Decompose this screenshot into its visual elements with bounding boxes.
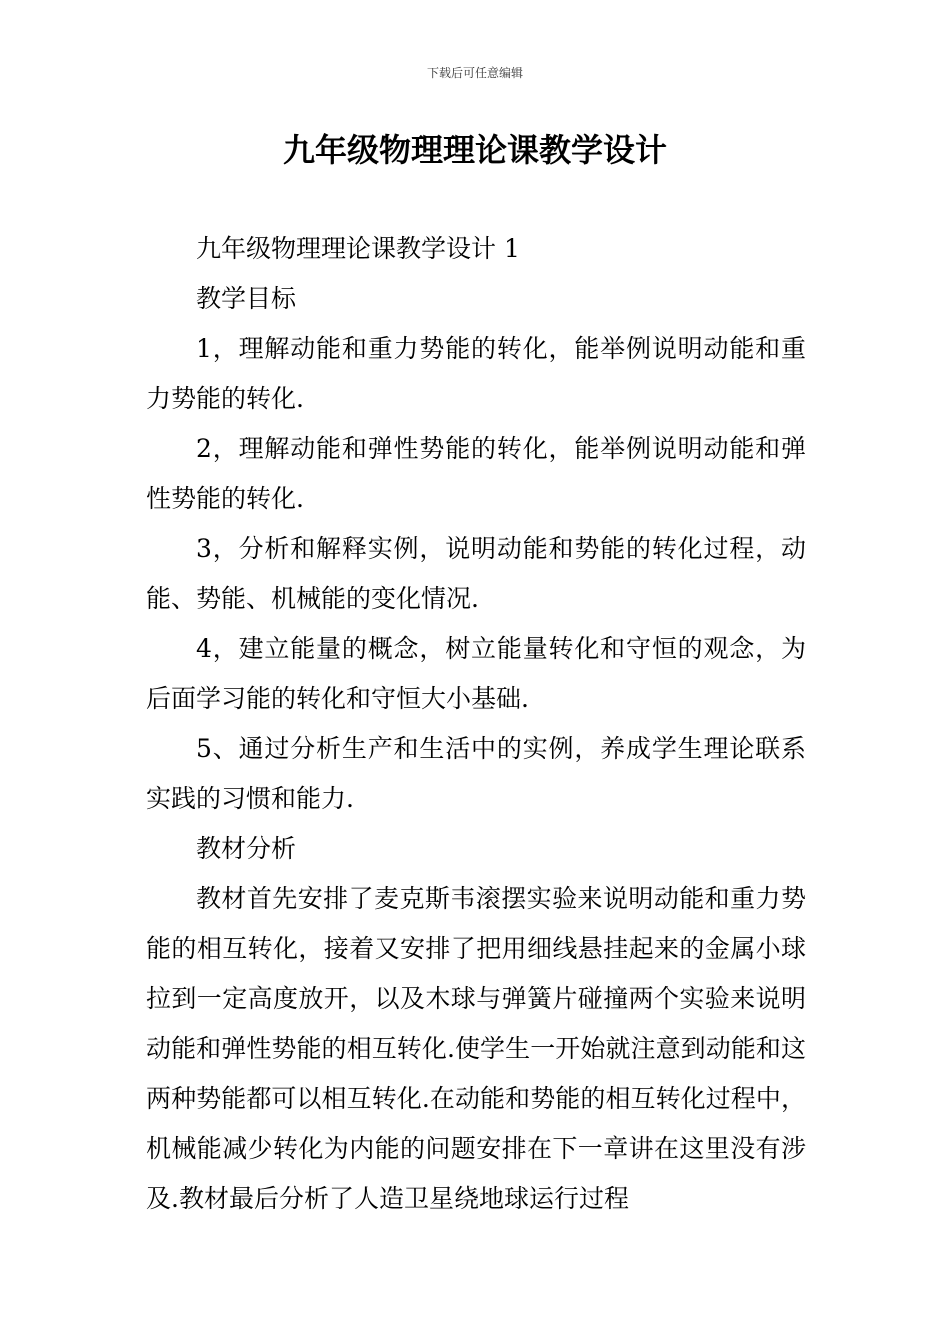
header-note: 下载后可任意编辑: [426, 66, 523, 80]
heading-textbook-analysis: 教材分析: [196, 834, 297, 863]
goal-item-3: 3，分析和解释实例，说明动能和势能的转化过程，动能、势能、机械能的变化情况.: [146, 534, 806, 613]
section-heading-1: 九年级物理理论课教学设计 1: [196, 234, 520, 263]
document-body: [146, 224, 806, 1224]
heading-teaching-goals: 教学目标: [196, 284, 297, 313]
document-title: 九年级物理理论课教学设计: [282, 131, 667, 169]
goal-item-4: 4，建立能量的概念，树立能量转化和守恒的观念，为后面学习能的转化和守恒大小基础.: [146, 634, 806, 713]
goal-item-2: 2，理解动能和弹性势能的转化，能举例说明动能和弹性势能的转化.: [146, 434, 806, 513]
goal-item-1: 1，理解动能和重力势能的转化，能举例说明动能和重力势能的转化.: [146, 334, 806, 413]
textbook-analysis-paragraph: 教材首先安排了麦克斯韦滚摆实验来说明动能和重力势能的相互转化，接着又安排了把用细线悬挂起来的金属小球拉到一定高度放开，以及木球与弹簧片碰撞两个实验来说明动能和弹性势能的相互转化.使学生一开始就注意到动能和这两种势能都可以相互转化.在动能和势能的相互转化过程中，机械能减少转化为内能的问题安排在下一章讲在这里没有涉及.教材最后分析了人造卫星绕地球运行过程: [146, 884, 806, 1213]
goal-item-5: 5、通过分析生产和生活中的实例，养成学生理论联系实践的习惯和能力.: [146, 734, 806, 813]
